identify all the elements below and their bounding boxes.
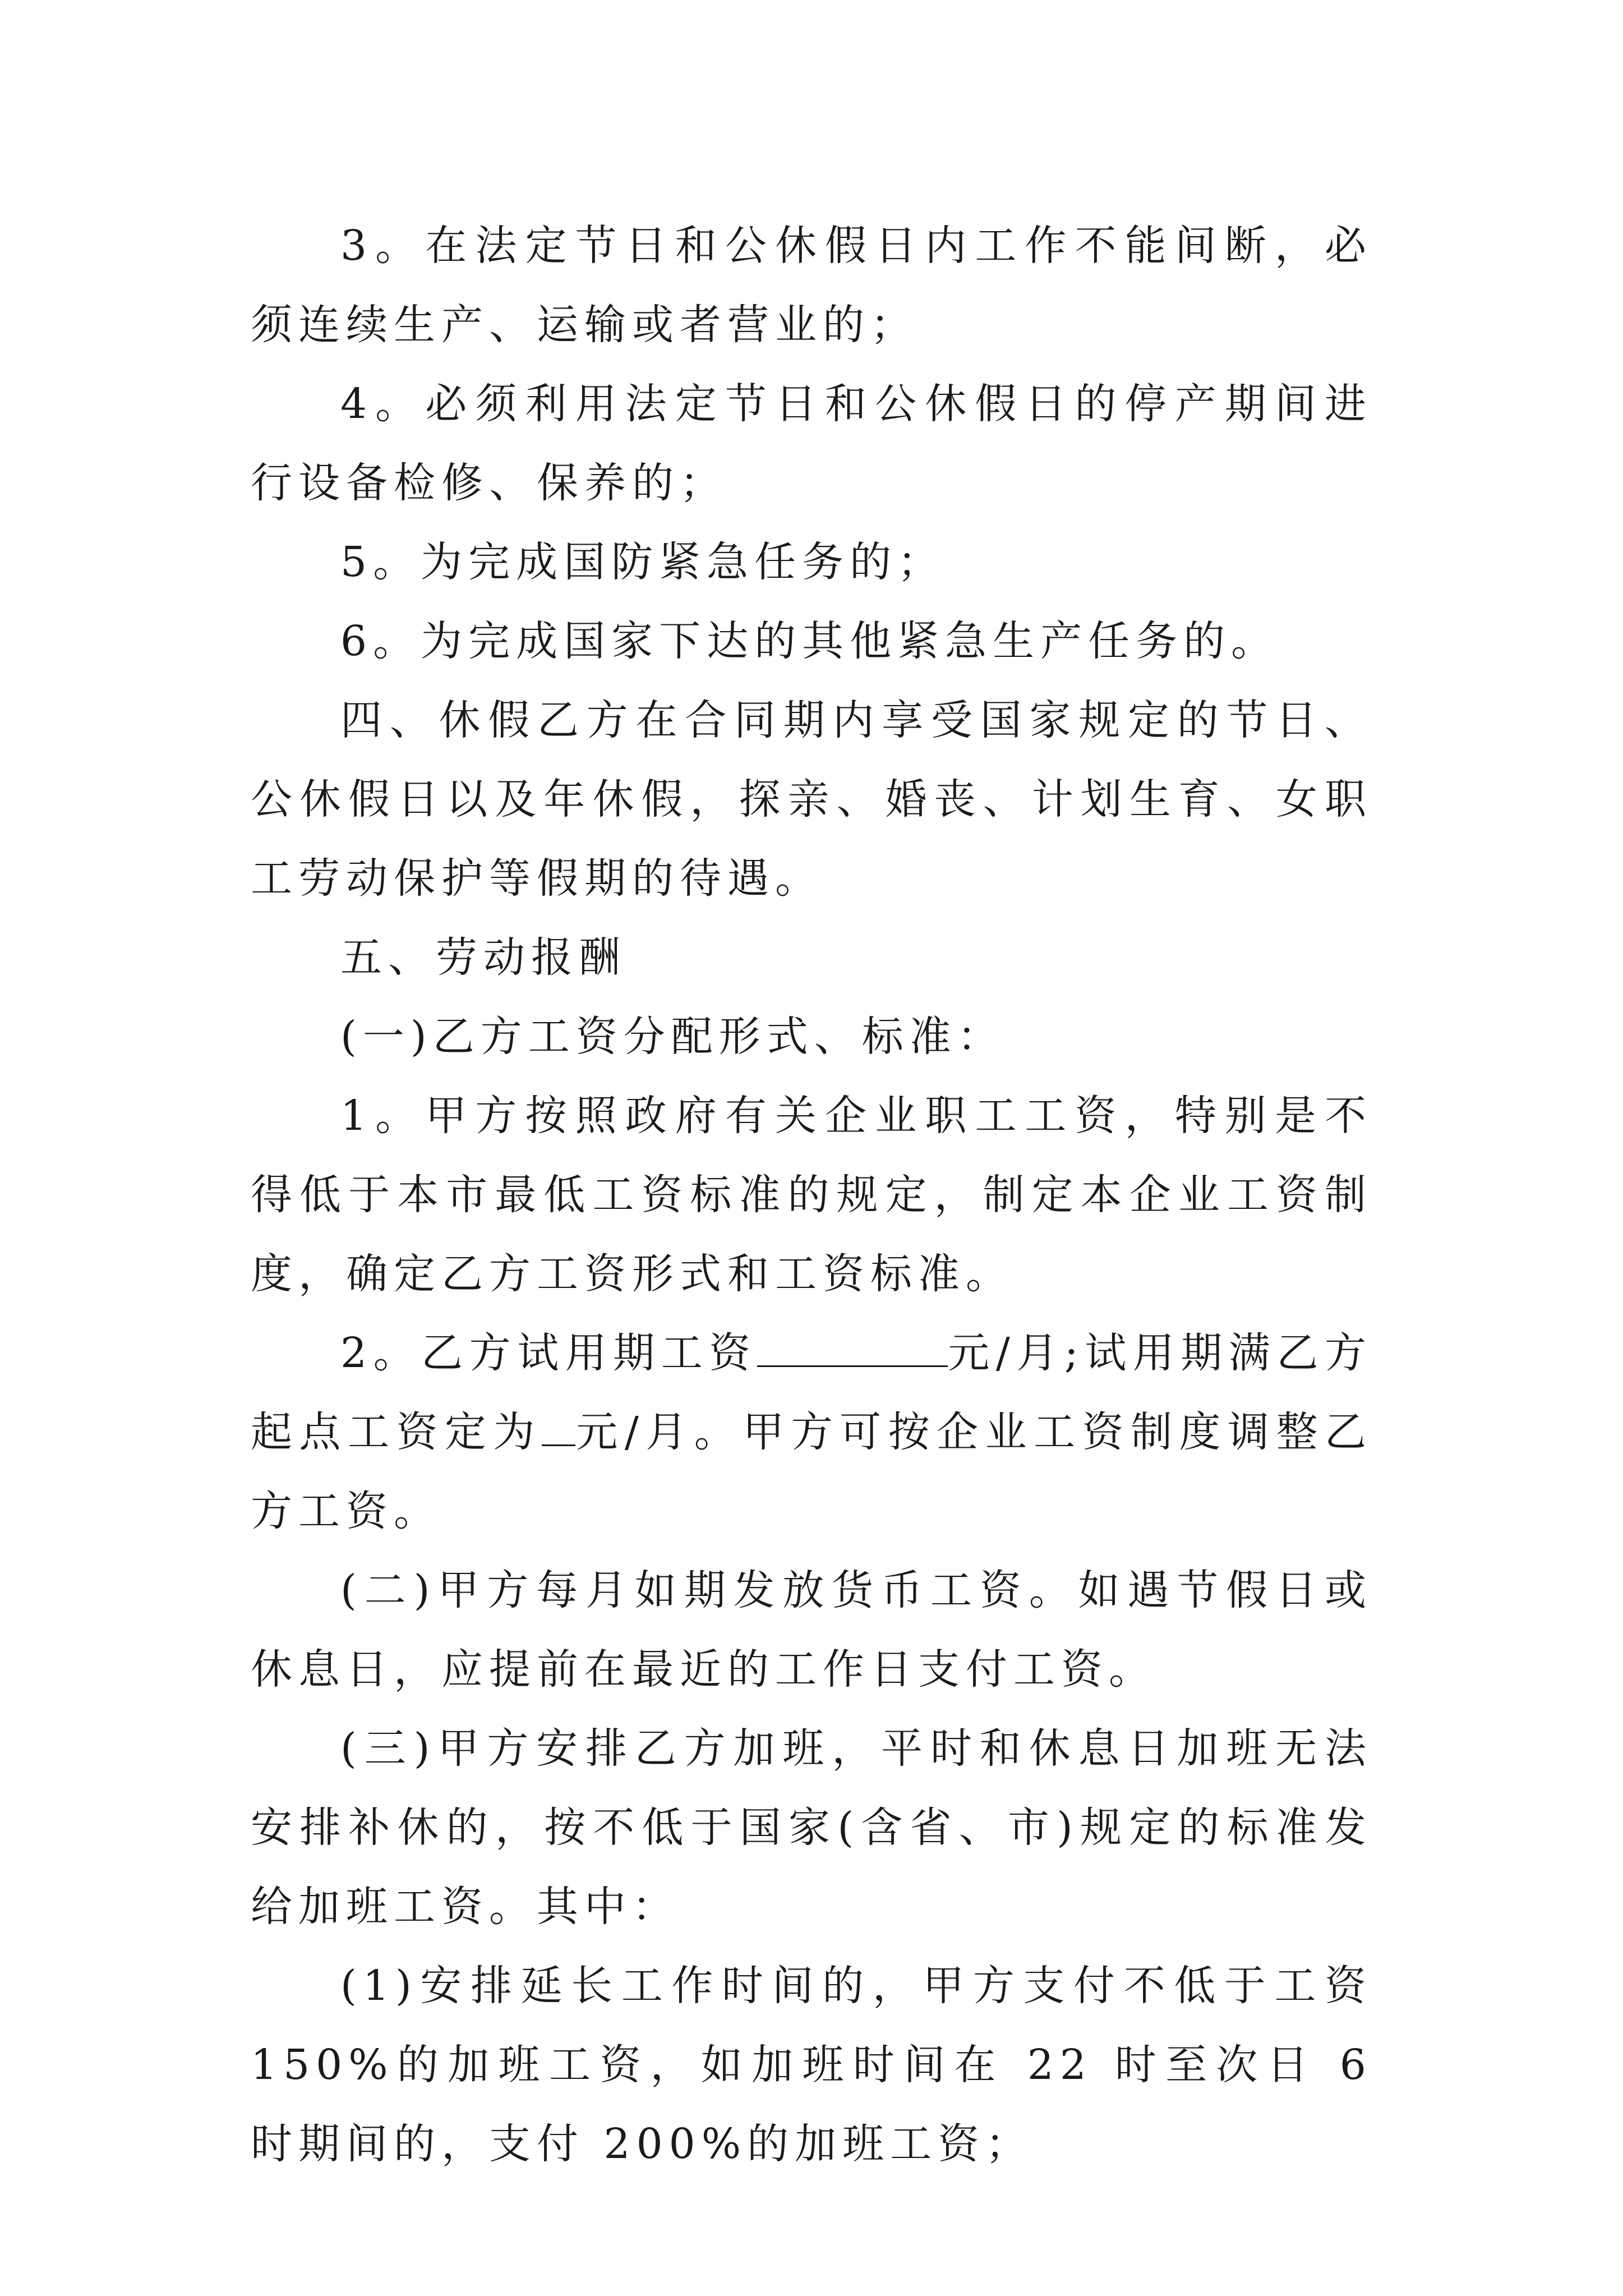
starting-wage-blank — [542, 1410, 575, 1446]
paragraph-item-6: 6。为完成国家下达的其他紧急生产任务的。 — [340, 617, 1279, 665]
paragraph-vacation: 四、休假乙方在合同期内享受国家规定的节日、公休假日以及年休假，探亲、婚丧、计划生育、女职工劳动保护等假期的待遇。 — [251, 696, 1372, 903]
document-body — [251, 206, 1372, 2184]
section-heading-remuneration: 五、劳动报酬 — [340, 933, 626, 982]
paragraph-overtime-extended: (1)安排延长工作时间的，甲方支付不低于工资 150%的加班工资，如加班时间在 22 时至次日 6 时期间的，支付 200%的加班工资； — [251, 1962, 1372, 2168]
paragraph-item-4: 4。必须利用法定节日和公休假日的停产期间进行设备检修、保养的； — [251, 380, 1372, 507]
subheading-wage-form: (一)乙方工资分配形式、标准： — [340, 1013, 1005, 1061]
probation-wage-text-c: 元/月。甲方可按企业工资制度调整乙方工资。 — [251, 1408, 1372, 1535]
paragraph-wage-system: 1。甲方按照政府有关企业职工工资，特别是不得低于本市最低工资标准的规定，制定本企业工资制度，确定乙方工资形式和工资标准。 — [251, 1092, 1372, 1298]
probation-wage-text-b: 元/月;试用期满乙方起点工资定为 — [251, 1329, 1372, 1456]
paragraph-item-5: 5。为完成国防紧急任务的； — [340, 538, 946, 586]
probation-wage-blank — [757, 1331, 948, 1367]
paragraph-monthly-payment: (二)甲方每月如期发放货币工资。如遇节假日或休息日，应提前在最近的工作日支付工资。 — [251, 1566, 1372, 1694]
paragraph-probation-wage — [251, 1314, 1372, 1551]
probation-wage-text-a: 2。乙方试用期工资 — [340, 1329, 757, 1377]
paragraph-overtime: (三)甲方安排乙方加班，平时和休息日加班无法安排补休的，按不低于国家(含省、市)规定的标准发给加班工资。其中： — [251, 1724, 1372, 1931]
paragraph-item-3: 3。在法定节日和公休假日内工作不能间断，必须连续生产、运输或者营业的； — [251, 222, 1372, 349]
